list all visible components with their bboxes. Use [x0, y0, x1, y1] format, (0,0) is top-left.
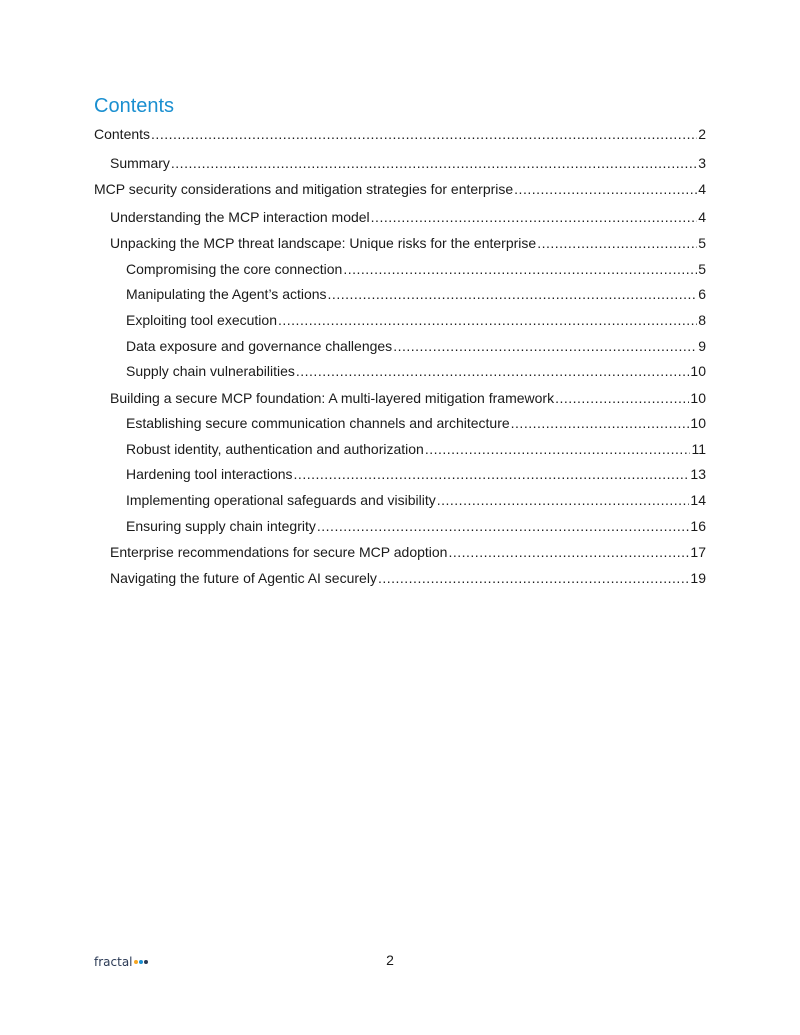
toc-entry-label: Building a secure MCP foundation: A multi-layered mitigation framework [110, 390, 555, 406]
toc-entry-label: Manipulating the Agent’s actions [126, 286, 327, 302]
toc-dot-leader [425, 440, 691, 458]
toc-entry-page: 10 [690, 415, 706, 431]
toc-entry[interactable] [110, 154, 706, 172]
logo-dot [144, 960, 148, 964]
toc-entry-page: 9 [698, 338, 706, 354]
toc-entry-page: 11 [691, 441, 706, 457]
toc-entry-page: 4 [698, 209, 706, 225]
toc-dot-leader [151, 125, 697, 143]
toc-entry-page: 10 [690, 390, 706, 406]
toc-entry-page: 16 [690, 518, 706, 534]
toc-dot-leader [555, 389, 689, 407]
toc-entry-page: 5 [698, 261, 706, 277]
toc-entry-label: Ensuring supply chain integrity [126, 518, 316, 534]
toc-entry[interactable] [126, 260, 706, 278]
fractal-logo [94, 955, 148, 969]
table-of-contents [94, 0, 706, 1035]
toc-entry[interactable] [126, 491, 706, 509]
page-number: 2 [386, 952, 394, 968]
toc-entry-label: MCP security considerations and mitigation strategies for enterprise [94, 181, 514, 197]
toc-entry-label: Exploiting tool execution [126, 312, 277, 328]
toc-entry-page: 5 [698, 235, 706, 251]
toc-entry-page: 2 [698, 126, 706, 142]
toc-entry[interactable] [126, 465, 706, 483]
toc-dot-leader [511, 414, 690, 432]
toc-entry[interactable] [126, 414, 706, 432]
toc-entry-label: Summary [110, 155, 170, 171]
toc-entry[interactable] [110, 234, 706, 252]
toc-entry-page: 19 [690, 570, 706, 586]
logo-text: fractal [94, 955, 133, 969]
toc-entry[interactable] [94, 180, 706, 198]
toc-entry[interactable] [126, 362, 706, 380]
toc-entry[interactable] [110, 208, 706, 226]
toc-entry-label: Implementing operational safeguards and visibility [126, 492, 436, 508]
toc-dot-leader [537, 234, 697, 252]
toc-dot-leader [317, 517, 690, 535]
toc-entry-label: Enterprise recommendations for secure MCP adoption [110, 544, 448, 560]
toc-dot-leader [294, 465, 690, 483]
toc-dot-leader [278, 311, 697, 329]
toc-entry-page: 10 [690, 363, 706, 379]
toc-entry-label: Navigating the future of Agentic AI securely [110, 570, 377, 586]
logo-dot [134, 960, 138, 964]
toc-entry-label: Unpacking the MCP threat landscape: Unique risks for the enterprise [110, 235, 537, 251]
toc-entry-label: Contents [94, 126, 151, 142]
toc-entry-label: Establishing secure communication channels and architecture [126, 415, 510, 431]
logo-dots-icon [134, 960, 148, 964]
toc-entry-label: Data exposure and governance challenges [126, 338, 393, 354]
toc-entry-label: Understanding the MCP interaction model [110, 209, 370, 225]
toc-dot-leader [371, 208, 698, 226]
toc-dot-leader [171, 154, 697, 172]
toc-dot-leader [393, 337, 697, 355]
toc-entry-label: Hardening tool interactions [126, 466, 293, 482]
toc-entry[interactable] [94, 125, 706, 143]
toc-entry[interactable] [110, 569, 706, 587]
toc-entry[interactable] [126, 311, 706, 329]
toc-entry[interactable] [126, 285, 706, 303]
toc-entry[interactable] [126, 440, 706, 458]
toc-entry[interactable] [126, 337, 706, 355]
toc-entry[interactable] [126, 517, 706, 535]
toc-entry[interactable] [110, 543, 706, 561]
toc-dot-leader [437, 491, 690, 509]
contents-heading: Contents [94, 95, 175, 117]
toc-dot-leader [328, 285, 698, 303]
toc-dot-leader [514, 180, 697, 198]
toc-entry-label: Robust identity, authentication and authorization [126, 441, 424, 457]
toc-dot-leader [448, 543, 689, 561]
toc-entry-page: 4 [698, 181, 706, 197]
toc-entry-page: 14 [690, 492, 706, 508]
toc-dot-leader [296, 362, 690, 380]
toc-entry-page: 8 [698, 312, 706, 328]
toc-entry[interactable] [110, 389, 706, 407]
toc-entry-page: 17 [690, 544, 706, 560]
toc-entry-page: 6 [698, 286, 706, 302]
toc-entry-label: Supply chain vulnerabilities [126, 363, 295, 379]
logo-dot [139, 960, 143, 964]
toc-dot-leader [378, 569, 689, 587]
toc-entry-page: 13 [690, 466, 706, 482]
toc-dot-leader [343, 260, 697, 278]
toc-entry-label: Compromising the core connection [126, 261, 343, 277]
toc-entry-page: 3 [698, 155, 706, 171]
